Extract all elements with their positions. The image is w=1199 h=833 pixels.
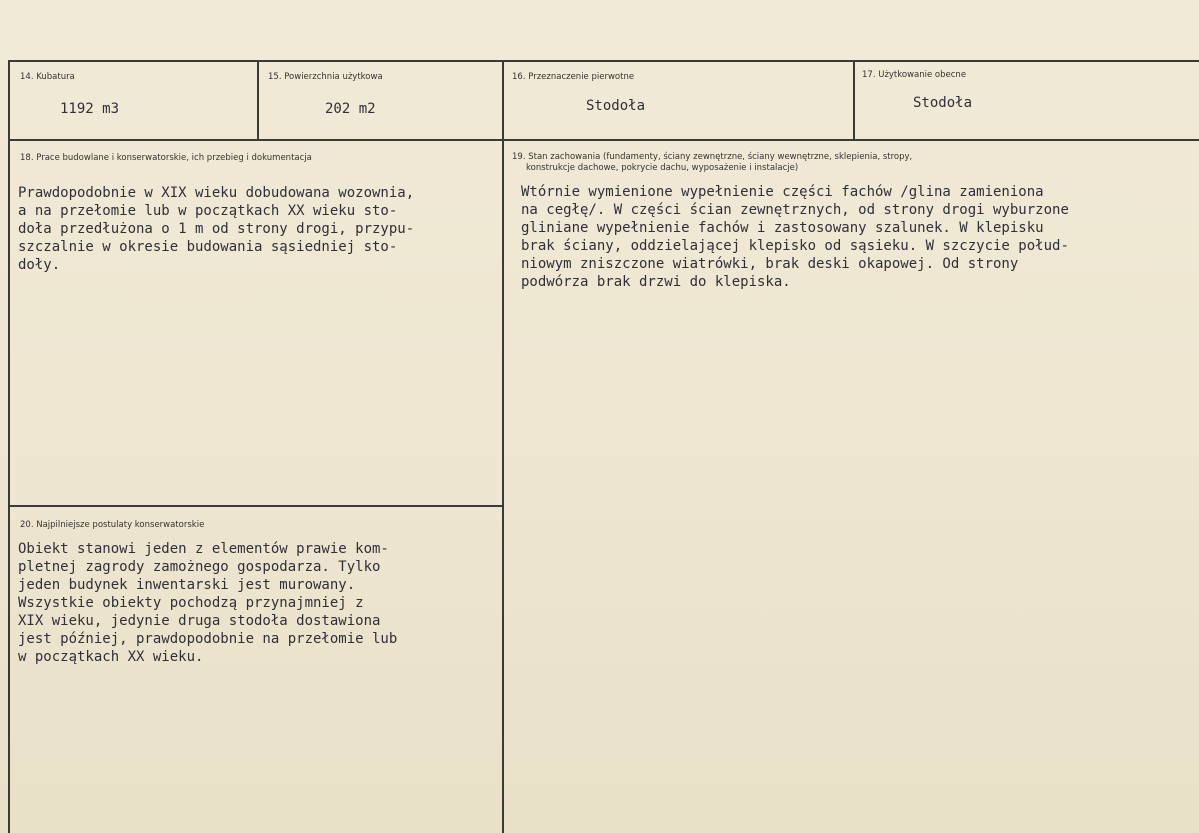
field-19-text: Wtórnie wymienione wypełnienie części fachów /glina zamieniona na cegłę/. W części ścian zewnętrznych, od strony drogi wyburzone gliniane wypełnienie fachów i zastosowany szalunek. W klepisku brak ściany, oddzielającej klepisko od sąsieku. W szczycie połud- niowym zniszczone wiatrówki, brak deski okapowej. Od strony podwórza brak drzwi do klepiska.	[521, 184, 1069, 290]
field-20-label: 20. Najpilniejsze postulaty konserwatorskie	[20, 520, 205, 530]
field-18-label: 18. Prace budowlane i konserwatorskie, ich przebieg i dokumentacja	[20, 153, 312, 163]
field-18-text: Prawdopodobnie w XIX wieku dobudowana wozownia, a na przełomie lub w początkach XX wieku sto- doła przedłużona o 1 m od strony drogi, przypu- szczalnie w okresie budowania sąsiedniej sto- doły.	[18, 185, 415, 273]
divider-14-15	[257, 60, 259, 140]
field-15-value: 202 m2	[325, 101, 376, 117]
field-17-label: 17. Użytkowanie obecne	[862, 70, 967, 80]
field-15-label: 15. Powierzchnia użytkowa	[268, 72, 383, 82]
divider-16-17	[853, 60, 855, 140]
field-17-value: Stodoła	[913, 95, 973, 111]
field-20-text: Obiekt stanowi jeden z elementów prawie kom- pletnej zagrody zamożnego gospodarza. Tylko jeden budynek inwentarski jest murowany. Wszystkie obiekty pochodzą przynajmniej z XIX wieku, jedynie druga stodoła dostawiona jest później, prawdopodobnie na przełomie lub w początkach XX wieku.	[18, 541, 398, 665]
left-border	[8, 60, 10, 833]
top-border	[8, 60, 1199, 62]
field-19-label-line2: konstrukcje dachowe, pokrycie dachu, wyposażenie i instalacje)	[526, 163, 799, 173]
field-14-label: 14. Kubatura	[20, 72, 75, 82]
field-16-value: Stodoła	[586, 98, 646, 114]
field-16-label: 16. Przeznaczenie pierwotne	[512, 72, 635, 82]
main-column-divider	[502, 60, 504, 833]
field-19-label-line1: 19. Stan zachowania (fundamenty, ściany zewnętrzne, ściany wewnętrzne, sklepienia, stropy,	[512, 152, 913, 162]
section18-bottom-border	[8, 505, 504, 507]
field-14-value: 1192 m3	[60, 101, 120, 117]
row1-bottom-border	[8, 139, 1199, 141]
